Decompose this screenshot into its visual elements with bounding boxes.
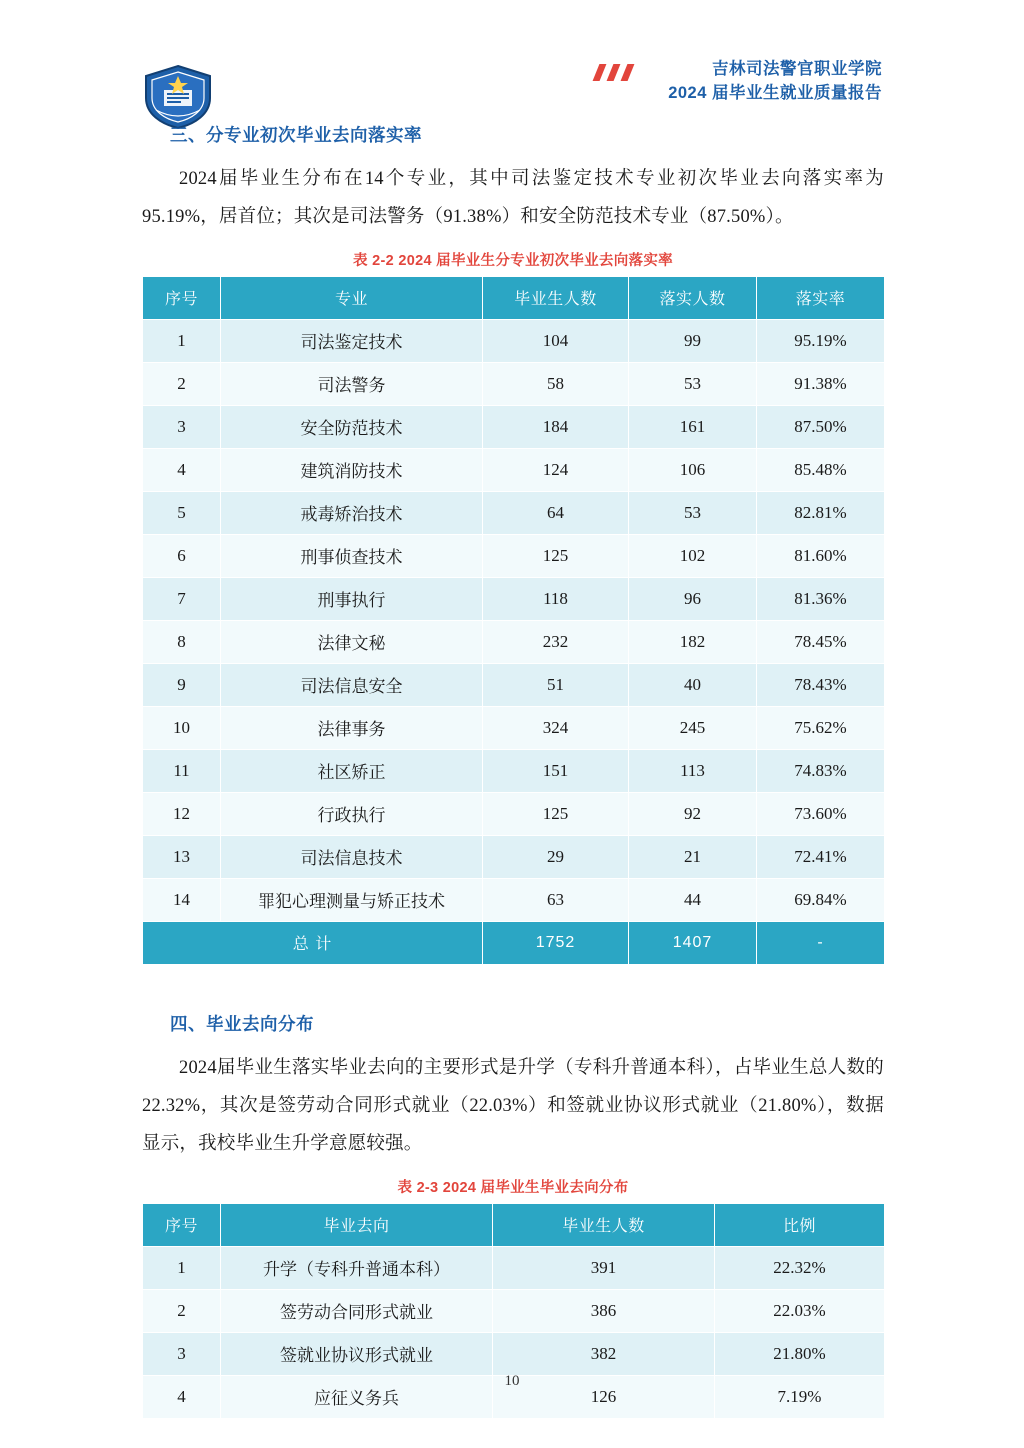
cell-index: 6 [143,534,221,577]
cell-rate: 78.43% [757,663,885,706]
cell-graduates: 29 [483,835,629,878]
column-header-major: 专业 [221,276,483,319]
cell-proportion: 22.03% [715,1289,885,1332]
section-heading-4: 四、毕业去向分布 [170,1013,314,1034]
table-row [143,362,885,405]
cell-major: 建筑消防技术 [221,448,483,491]
cell-graduates: 184 [483,405,629,448]
cell-proportion: 7.19% [715,1375,885,1418]
table-2-3-caption: 表 2-3 2024 届毕业生毕业去向分布 [397,1179,629,1196]
cell-rate: 81.60% [757,534,885,577]
cell-graduates: 125 [483,792,629,835]
cell-index: 8 [143,620,221,663]
table-row [143,319,885,362]
table-row [143,749,885,792]
table-header-row [143,276,885,319]
table-total-row [143,921,885,964]
cell-placed: 102 [629,534,757,577]
table-row [143,1289,885,1332]
column-header-destination: 毕业去向 [221,1203,493,1246]
column-header-graduates: 毕业生人数 [493,1203,715,1246]
cell-total-rate: - [757,921,885,964]
cell-rate: 85.48% [757,448,885,491]
table-row [143,1246,885,1289]
table-row [143,620,885,663]
cell-index: 1 [143,319,221,362]
cell-placed: 21 [629,835,757,878]
cell-rate: 91.38% [757,362,885,405]
table-row [143,405,885,448]
cell-placed: 96 [629,577,757,620]
cell-major: 司法信息安全 [221,663,483,706]
cell-graduates: 232 [483,620,629,663]
cell-graduates: 324 [483,706,629,749]
cell-placed: 99 [629,319,757,362]
decorative-slashes-icon [596,64,658,80]
cell-index: 10 [143,706,221,749]
cell-index: 4 [143,1375,221,1418]
table-row [143,577,885,620]
cell-rate: 72.41% [757,835,885,878]
cell-graduates: 63 [483,878,629,921]
table-row [143,706,885,749]
cell-rate: 87.50% [757,405,885,448]
column-header-graduates: 毕业生人数 [483,276,629,319]
cell-graduates: 126 [493,1375,715,1418]
cell-major: 刑事执行 [221,577,483,620]
cell-placed: 182 [629,620,757,663]
cell-index: 2 [143,362,221,405]
cell-graduates: 104 [483,319,629,362]
cell-index: 5 [143,491,221,534]
cell-graduates: 386 [493,1289,715,1332]
cell-placed: 92 [629,792,757,835]
cell-major: 司法信息技术 [221,835,483,878]
cell-rate: 73.60% [757,792,885,835]
cell-index: 9 [143,663,221,706]
cell-major: 刑事侦查技术 [221,534,483,577]
cell-major: 法律事务 [221,706,483,749]
cell-index: 7 [143,577,221,620]
cell-rate: 75.62% [757,706,885,749]
cell-index: 2 [143,1289,221,1332]
cell-proportion: 21.80% [715,1332,885,1375]
cell-rate: 69.84% [757,878,885,921]
cell-placed: 53 [629,491,757,534]
cell-major: 法律文秘 [221,620,483,663]
cell-placed: 106 [629,448,757,491]
column-header-proportion: 比例 [715,1203,885,1246]
header-title-block [668,58,882,106]
table-2-2-caption: 表 2-2 2024 届毕业生分专业初次毕业去向落实率 [353,252,673,269]
header-school-name: 吉林司法警官职业学院 [712,60,882,78]
column-header-placed: 落实人数 [629,276,757,319]
document-content [142,122,884,1419]
cell-destination: 签就业协议形式就业 [221,1332,493,1375]
cell-total-placed: 1407 [629,921,757,964]
table-row [143,835,885,878]
cell-major: 社区矫正 [221,749,483,792]
table-2-2 [142,276,885,965]
cell-total-graduates: 1752 [483,921,629,964]
page-number: 10 [504,1373,520,1389]
table-row [143,448,885,491]
cell-index: 3 [143,1332,221,1375]
cell-destination: 应征义务兵 [221,1375,493,1418]
cell-graduates: 118 [483,577,629,620]
cell-graduates: 51 [483,663,629,706]
cell-graduates: 151 [483,749,629,792]
cell-proportion: 22.32% [715,1246,885,1289]
cell-destination: 升学（专科升普通本科） [221,1246,493,1289]
section-4-paragraph: 2024届毕业生落实毕业去向的主要形式是升学（专科升普通本科），占毕业生总人数的22.32%，其次是签劳动合同形式就业（22.03%）和签就业协议形式就业（21.80%），数据显示，我校毕业生升学意愿较强。 [142,1057,884,1154]
header-report-name: 2024 届毕业生就业质量报告 [668,83,882,102]
cell-index: 1 [143,1246,221,1289]
cell-placed: 40 [629,663,757,706]
cell-rate: 82.81% [757,491,885,534]
cell-major: 戒毒矫治技术 [221,491,483,534]
section-3-paragraph: 2024届毕业生分布在14个专业，其中司法鉴定技术专业初次毕业去向落实率为95.19%，居首位；其次是司法警务（91.38%）和安全防范技术专业（87.50%）。 [142,169,884,227]
cell-rate: 74.83% [757,749,885,792]
table-row [143,1332,885,1375]
cell-major: 司法鉴定技术 [221,319,483,362]
cell-total-label: 总 计 [143,921,483,964]
table-header-row [143,1203,885,1246]
cell-graduates: 382 [493,1332,715,1375]
cell-index: 14 [143,878,221,921]
cell-major: 罪犯心理测量与矫正技术 [221,878,483,921]
table-row [143,491,885,534]
cell-rate: 78.45% [757,620,885,663]
cell-major: 司法警务 [221,362,483,405]
cell-placed: 53 [629,362,757,405]
cell-index: 3 [143,405,221,448]
cell-placed: 161 [629,405,757,448]
cell-index: 13 [143,835,221,878]
cell-graduates: 64 [483,491,629,534]
column-header-index: 序号 [143,276,221,319]
cell-rate: 95.19% [757,319,885,362]
section-heading-3: 三、分专业初次毕业去向落实率 [170,125,422,145]
cell-major: 行政执行 [221,792,483,835]
cell-index: 11 [143,749,221,792]
cell-index: 4 [143,448,221,491]
cell-destination: 签劳动合同形式就业 [221,1289,493,1332]
cell-major: 安全防范技术 [221,405,483,448]
cell-graduates: 58 [483,362,629,405]
cell-placed: 245 [629,706,757,749]
page-header [0,34,1024,114]
column-header-index: 序号 [143,1203,221,1246]
table-row [143,534,885,577]
cell-placed: 113 [629,749,757,792]
cell-graduates: 125 [483,534,629,577]
cell-graduates: 391 [493,1246,715,1289]
table-row [143,878,885,921]
table-row [143,792,885,835]
cell-graduates: 124 [483,448,629,491]
cell-placed: 44 [629,878,757,921]
table-row [143,663,885,706]
cell-rate: 81.36% [757,577,885,620]
column-header-rate: 落实率 [757,276,885,319]
cell-index: 12 [143,792,221,835]
school-emblem-icon [140,64,216,130]
